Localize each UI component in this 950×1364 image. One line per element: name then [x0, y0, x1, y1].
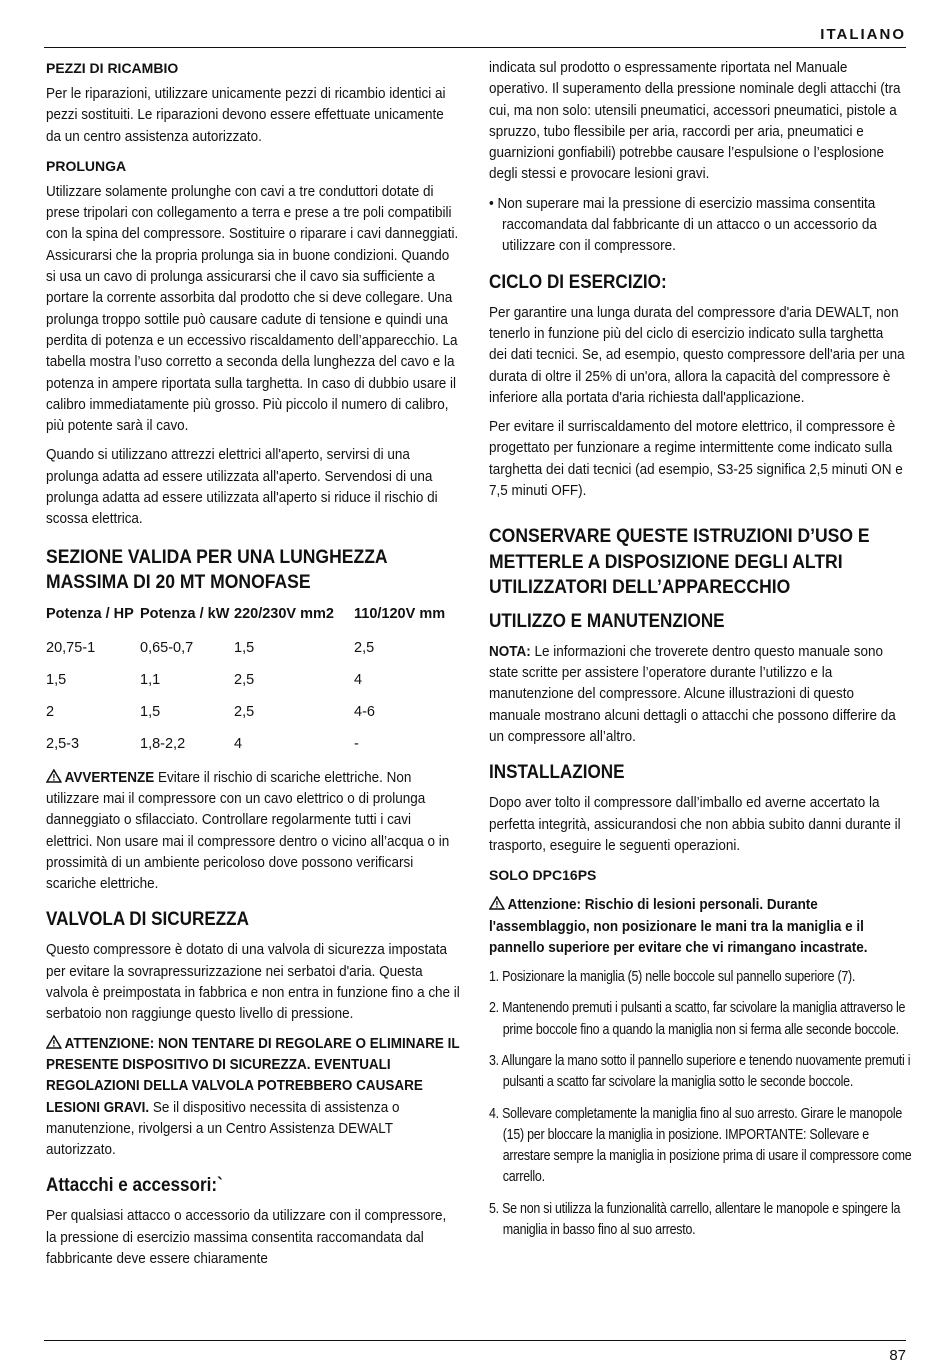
table-header-cell: 110/120V mm — [354, 605, 446, 622]
table-row — [46, 666, 446, 698]
pressure-bullet: • Non superare mai la pressione di esercizio massima consentita raccomandata dal fabbricante di un attacco o un accessorio da utilizzare con il compressore. — [489, 195, 877, 255]
right-column — [489, 58, 912, 1251]
left-column — [46, 58, 460, 1278]
table-cell: 2,5 — [354, 639, 375, 656]
attention-paragraph — [46, 1034, 460, 1162]
table-cell: 2,5 — [234, 671, 255, 688]
attachments-heading: Attacchi e accessori:` — [46, 1175, 223, 1197]
table-header-cell: Potenza / HP — [46, 605, 134, 622]
table-cell: 1,1 — [140, 671, 161, 688]
duty-cycle-text-1: Per garantire una lunga durata del compressore d'aria DEWALT, non tenerlo in funzione più del ciclo di esercizio indicato sulla targhetta dei dati tecnici. Se, ad esempio, questo compressore dell'aria per una durata di oltre il 25% di un'ora, allora la capacità del compressore è inferiore alla portata d'aria richiesta dall'applicazione. — [489, 304, 905, 406]
top-divider — [44, 47, 906, 48]
table-cell: - — [354, 735, 359, 752]
section-heading: SEZIONE VALIDA PER UNA LUNGHEZZA MASSIMA DI 20 MT MONOFASE — [46, 545, 387, 594]
note-text: Le informazioni che troverete dentro questo manuale sono state scritte per assistere l’operatore durante l’utilizzo e la manutenzione del compressore. Alcune illustrazioni di questo manuale mostrano alcuni dettagli o attacchi che possono differire da un compressore all’altro. — [489, 643, 896, 746]
continued-text: indicata sul prodotto o espressamente riportata nel Manuale operativo. Il superamento della pressione nominale degli attacchi (tra cui, ma non solo: utensili pneumatici, accessori pneumatici, pistole a spruzzo, tubo flessibile per aria, raccordi per aria, pneumatici e guarnizioni gonfiabili) potrebbe causare l’espulsione o l’esplosione degli stessi e provocare lesioni gravi. — [489, 60, 901, 183]
extension-text-2: Quando si utilizzano attrezzi elettrici all'aperto, servirsi di una prolunga adatta ad essere utilizzata all'aperto. Servendosi di una prolunga adatta ad essere utilizzata all'aperto si riduce il rischio di scossa elettrica. — [46, 447, 438, 528]
table-cell: 2,5-3 — [46, 735, 80, 752]
table-header-row — [46, 604, 446, 634]
attention-bold-text: ATTENZIONE: NON TENTARE DI REGOLARE O ELIMINARE IL PRESENTE DISPOSITIVO DI SICUREZZA. EVENTUALI REGOLAZIONI DELLA VALVOLA POTREBBERO CAUSARE LESIONI GRAVI. — [46, 1035, 460, 1116]
table-cell: 1,5 — [46, 671, 67, 688]
table-header-cell: 220/230V mm2 — [234, 605, 334, 622]
model-heading: SOLO DPC16PS — [489, 867, 597, 884]
spare-parts-text: Per le riparazioni, utilizzare unicamente pezzi di ricambio identici ai pezzi sostituiti. Le riparazioni devono essere effettuate unicamente da un centro assistenza autorizzato. — [46, 86, 446, 145]
caution-paragraph — [489, 895, 905, 959]
table-cell: 0,65-0,7 — [140, 639, 194, 656]
installation-text: Dopo aver tolto il compressore dall’imballo ed averne accertato la perfetta integrità, assicurandosi che non abbia subito danni durante il trasporto, eseguire le seguenti operazioni. — [489, 795, 901, 854]
table-row — [46, 730, 446, 762]
page-number: 87 — [889, 1347, 906, 1364]
warning-text: Evitare il rischio di scariche elettriche. Non utilizzare mai il compressore con un cavo elettrico o di prolunga danneggiato o sfilacciato. Controllare regolarmente tutti i cavi elettrici. Non usare mai il compressore dentro o vicino all’acqua o in prossimità di un ambiente pericoloso dove possono verificarsi scariche elettriche. — [46, 769, 450, 893]
list-item: 2. Mantenendo premuti i pulsanti a scatto, far scivolare la maniglia attraverso le prime boccole fino a quando la maniglia non si ferma alle seconde boccole. — [489, 1000, 906, 1038]
table-row — [46, 698, 446, 730]
note-paragraph — [489, 642, 905, 748]
table-row — [46, 634, 446, 666]
duty-cycle-heading: CICLO DI ESERCIZIO: — [489, 271, 667, 293]
table-cell: 4-6 — [354, 703, 375, 720]
assembly-steps — [489, 967, 912, 1241]
table-cell: 1,5 — [140, 703, 161, 720]
warning-label: AVVERTENZE — [64, 769, 155, 786]
attention-text: Se il dispositivo necessita di assistenza o manutenzione, rivolgersi a un Centro Assistenza DEWALT autorizzato. — [46, 1099, 400, 1159]
table-cell: 20,75-1 — [46, 639, 96, 656]
warning-paragraph — [46, 768, 460, 896]
caution-text: Attenzione: Rischio di lesioni personali. Durante l'assemblaggio, non posizionare le mani tra la maniglia e il pannello superiore per evitare che vi rimangano incastrate. — [489, 897, 868, 956]
list-item: 1. Posizionare la maniglia (5) nelle boccole sul pannello superiore (7). — [489, 969, 856, 986]
cable-table — [46, 604, 446, 762]
use-maintenance-heading: UTILIZZO E MANUTENZIONE — [489, 610, 725, 632]
table-cell: 1,5 — [234, 639, 255, 656]
duty-cycle-text-2: Per evitare il surriscaldamento del motore elettrico, il compressore è progettato per funzionare a regime intermittente come indicato sulla targhetta dei dati tecnici (ad esempio, S3-25 significa 2,5 minuti ON e 7,5 minuti OFF). — [489, 419, 903, 500]
extension-text-1: Utilizzare solamente prolunghe con cavi a tre conduttori dotate di prese tripolari con collegamento a terra e prese a tre poli compatibili con la spina del compressore. Sostituire o riparare i cavi danneggiati. Assicurarsi che la propria prolunga sia in buone condizioni. Quando si usa un cavo di prolunga assicurarsi che il cavo sia sufficiente a portare la corrente assorbita dal prodotto che si deve collegare. Una prolunga troppo sottile può causare cadute di tensione e quindi una perdita di potenza e un eccessivo riscaldamento dell’apparecchio. La tabella mostra l’uso corretto a seconda della lunghezza del cavo e la potenza in ampere riportata sulla targhetta. In caso di dubbio usare il calibro immediatamente più grosso. Più piccolo il numero di calibro, più potente sarà il cavo. — [46, 183, 459, 435]
attachments-text: Per qualsiasi attacco o accessorio da utilizzare con il compressore, la pressione di esercizio massima consentita raccomandata dal fabbricante deve essere chiaramente — [46, 1208, 447, 1267]
keep-instructions-heading: CONSERVARE QUESTE ISTRUZIONI D’USO E METTERLE A DISPOSIZIONE DEGLI ALTRI UTILIZZATORI DELL’APPARECCHIO — [489, 525, 870, 599]
warning-triangle-icon — [46, 1035, 62, 1049]
installation-heading: INSTALLAZIONE — [489, 762, 625, 784]
list-item: 4. Sollevare completamente la maniglia fino al suo arresto. Girare le manopole (15) per bloccare la maniglia in posizione. IMPORTANTE: Sollevare e arrestare sempre la maniglia in posizione prima di usare il compressore come carrello. — [489, 1105, 912, 1186]
table-header-cell: Potenza / kW — [140, 605, 230, 622]
valve-heading: VALVOLA DI SICUREZZA — [46, 909, 249, 931]
spare-parts-heading: PEZZI DI RICAMBIO — [46, 60, 179, 76]
table-cell: 2 — [46, 703, 55, 720]
table-cell: 1,8-2,2 — [140, 735, 186, 752]
warning-triangle-icon — [489, 896, 505, 910]
warning-triangle-icon — [46, 769, 62, 783]
table-cell: 2,5 — [234, 703, 255, 720]
valve-text: Questo compressore è dotato di una valvola di sicurezza impostata per evitare la sovrapressurizzazione nei serbatoi d'aria. Questa valvola è preimpostata in fabbrica e non entra in funzione fino a che il serbatoio non raggiunge questo livello di pressione. — [46, 942, 460, 1023]
header-language: ITALIANO — [820, 26, 906, 43]
bottom-divider — [44, 1340, 906, 1341]
note-label: NOTA: — [489, 643, 531, 660]
table-cell: 4 — [354, 671, 363, 688]
table-cell: 4 — [234, 735, 243, 752]
list-item: 5. Se non si utilizza la funzionalità carrello, allentare le manopole e spingere la maniglia in basso fino al suo arresto. — [489, 1200, 901, 1239]
list-item: 3. Allungare la mano sotto il pannello superiore e tenendo nuovamente premuti i pulsanti a scatto far scivolare la maniglia sotto le seconde boccole. — [489, 1053, 911, 1091]
extension-heading: PROLUNGA — [46, 157, 127, 174]
